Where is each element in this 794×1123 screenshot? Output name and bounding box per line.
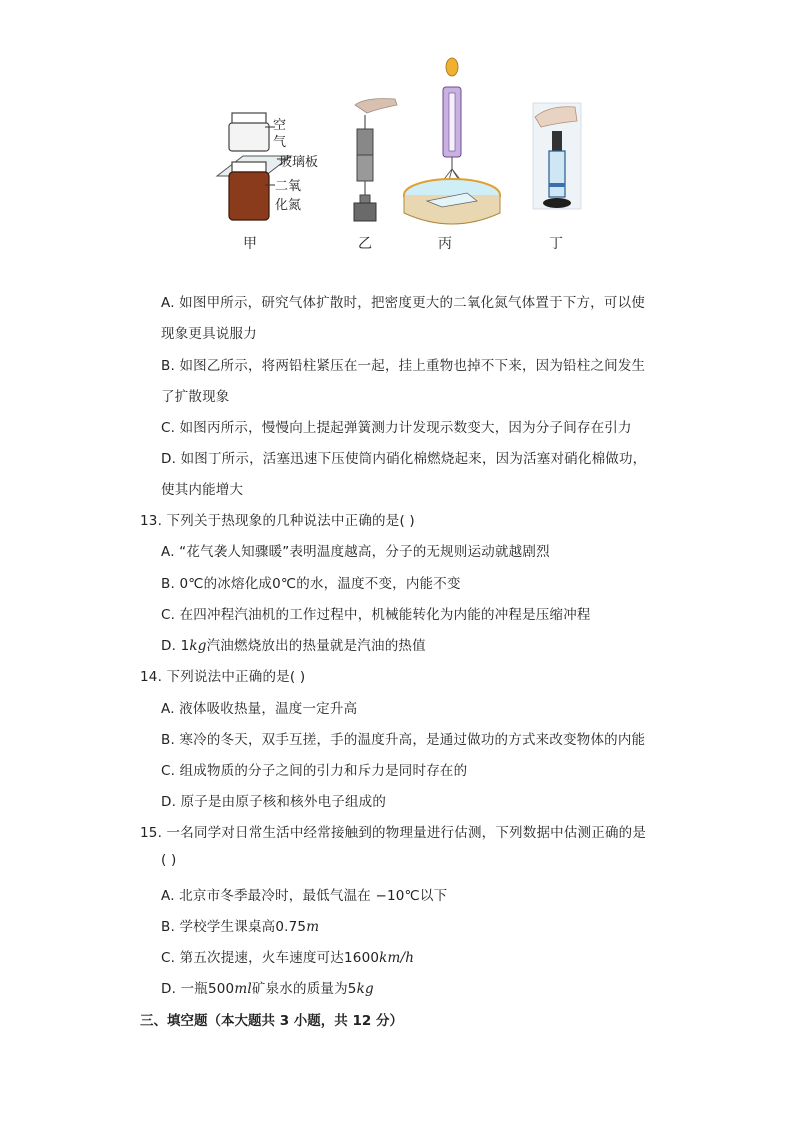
q12-option-d-line1: D. 如图丁所示，活塞迅速下压使筒内硝化棉燃烧起来，因为活塞对硝化棉做功， bbox=[161, 451, 647, 467]
q14-option-d: D. 原子是由原子核和核外电子组成的 bbox=[161, 794, 387, 810]
q15-c-unit: km/h bbox=[379, 950, 415, 966]
q13-option-a: A. “花气袭人知骤暖”表明温度越高，分子的无规则运动就越剧烈 bbox=[161, 544, 550, 560]
q12-option-b-line1: B. 如图乙所示，将两铅柱紧压在一起，挂上重物也掉不下来，因为铅柱之间发生 bbox=[161, 358, 646, 374]
q15-b-unit: m bbox=[306, 919, 320, 935]
figure-yi-lead-cylinders bbox=[354, 99, 397, 221]
q15-stem: 15. 一名同学对日常生活中经常接触到的物理量进行估测，下列数据中估测正确的是 bbox=[140, 825, 647, 841]
q15-d-unit2: kg bbox=[356, 981, 374, 997]
label-air-line1: 空 bbox=[273, 118, 287, 133]
figure-label-jia: 甲 bbox=[243, 236, 257, 252]
q12-option-d-line2: 使其内能增大 bbox=[161, 482, 244, 498]
q12-option-a-line1: A. 如图甲所示，研究气体扩散时，把密度更大的二氧化氮气体置于下方，可以使 bbox=[161, 295, 645, 311]
q15-option-c bbox=[161, 946, 414, 966]
label-no2 bbox=[275, 177, 301, 215]
label-no2-line2: 化氮 bbox=[275, 198, 302, 213]
q14-option-a: A. 液体吸收热量，温度一定升高 bbox=[161, 701, 358, 717]
q15-d-unit1: ml bbox=[234, 981, 252, 997]
figure-ding-piston-tube bbox=[533, 103, 581, 209]
q15-d-text2: 矿泉水的质量为5 bbox=[251, 981, 357, 997]
experiment-figures bbox=[205, 55, 605, 255]
label-air bbox=[273, 117, 286, 151]
q13-option-d bbox=[161, 634, 426, 654]
q13-d-prefix: D. 1 bbox=[161, 638, 190, 654]
q13-option-c: C. 在四冲程汽油机的工作过程中，机械能转化为内能的冲程是压缩冲程 bbox=[161, 607, 591, 623]
q12-option-c: C. 如图丙所示，慢慢向上提起弹簧测力计发现示数变大，因为分子间存在引力 bbox=[161, 420, 632, 436]
label-glass-plate: 玻璃板 bbox=[279, 155, 319, 170]
q13-d-text: 汽油燃烧放出的热量就是汽油的热值 bbox=[206, 638, 426, 654]
figure-bing-spring-scale bbox=[404, 58, 500, 224]
q15-b-text: B. 学校学生课桌高0.75 bbox=[161, 919, 307, 935]
q13-option-b: B. 0℃的冰熔化成0℃的水，温度不变，内能不变 bbox=[161, 576, 461, 592]
q15-stem-paren: ( ) bbox=[161, 852, 177, 868]
q15-d-text1: D. 一瓶500 bbox=[161, 981, 235, 997]
q14-option-c: C. 组成物质的分子之间的引力和斥力是同时存在的 bbox=[161, 763, 468, 779]
q14-stem: 14. 下列说法中正确的是( ) bbox=[140, 669, 306, 685]
figure-panel bbox=[205, 55, 605, 255]
q13-d-unit: kg bbox=[189, 638, 207, 654]
label-air-line2: 气 bbox=[273, 135, 287, 150]
q15-option-a: A. 北京市冬季最冷时，最低气温在 −10℃以下 bbox=[161, 888, 448, 904]
q12-option-a-line2: 现象更具说服力 bbox=[161, 326, 257, 342]
q12-option-b-line2: 了扩散现象 bbox=[161, 389, 230, 405]
figure-label-yi: 乙 bbox=[358, 236, 372, 252]
figure-label-bing: 丙 bbox=[438, 236, 452, 252]
section-3-heading: 三、填空题（本大题共 3 小题，共 12 分） bbox=[140, 1013, 403, 1029]
q15-option-d bbox=[161, 977, 374, 997]
q13-stem: 13. 下列关于热现象的几种说法中正确的是( ) bbox=[140, 513, 415, 529]
q15-option-b bbox=[161, 915, 319, 935]
q15-c-text: C. 第五次提速，火车速度可达1600 bbox=[161, 950, 380, 966]
q14-option-b: B. 寒冷的冬天，双手互搓，手的温度升高，是通过做功的方式来改变物体的内能 bbox=[161, 732, 646, 748]
figure-label-ding: 丁 bbox=[549, 236, 563, 252]
label-no2-line1: 二氧 bbox=[275, 179, 302, 194]
